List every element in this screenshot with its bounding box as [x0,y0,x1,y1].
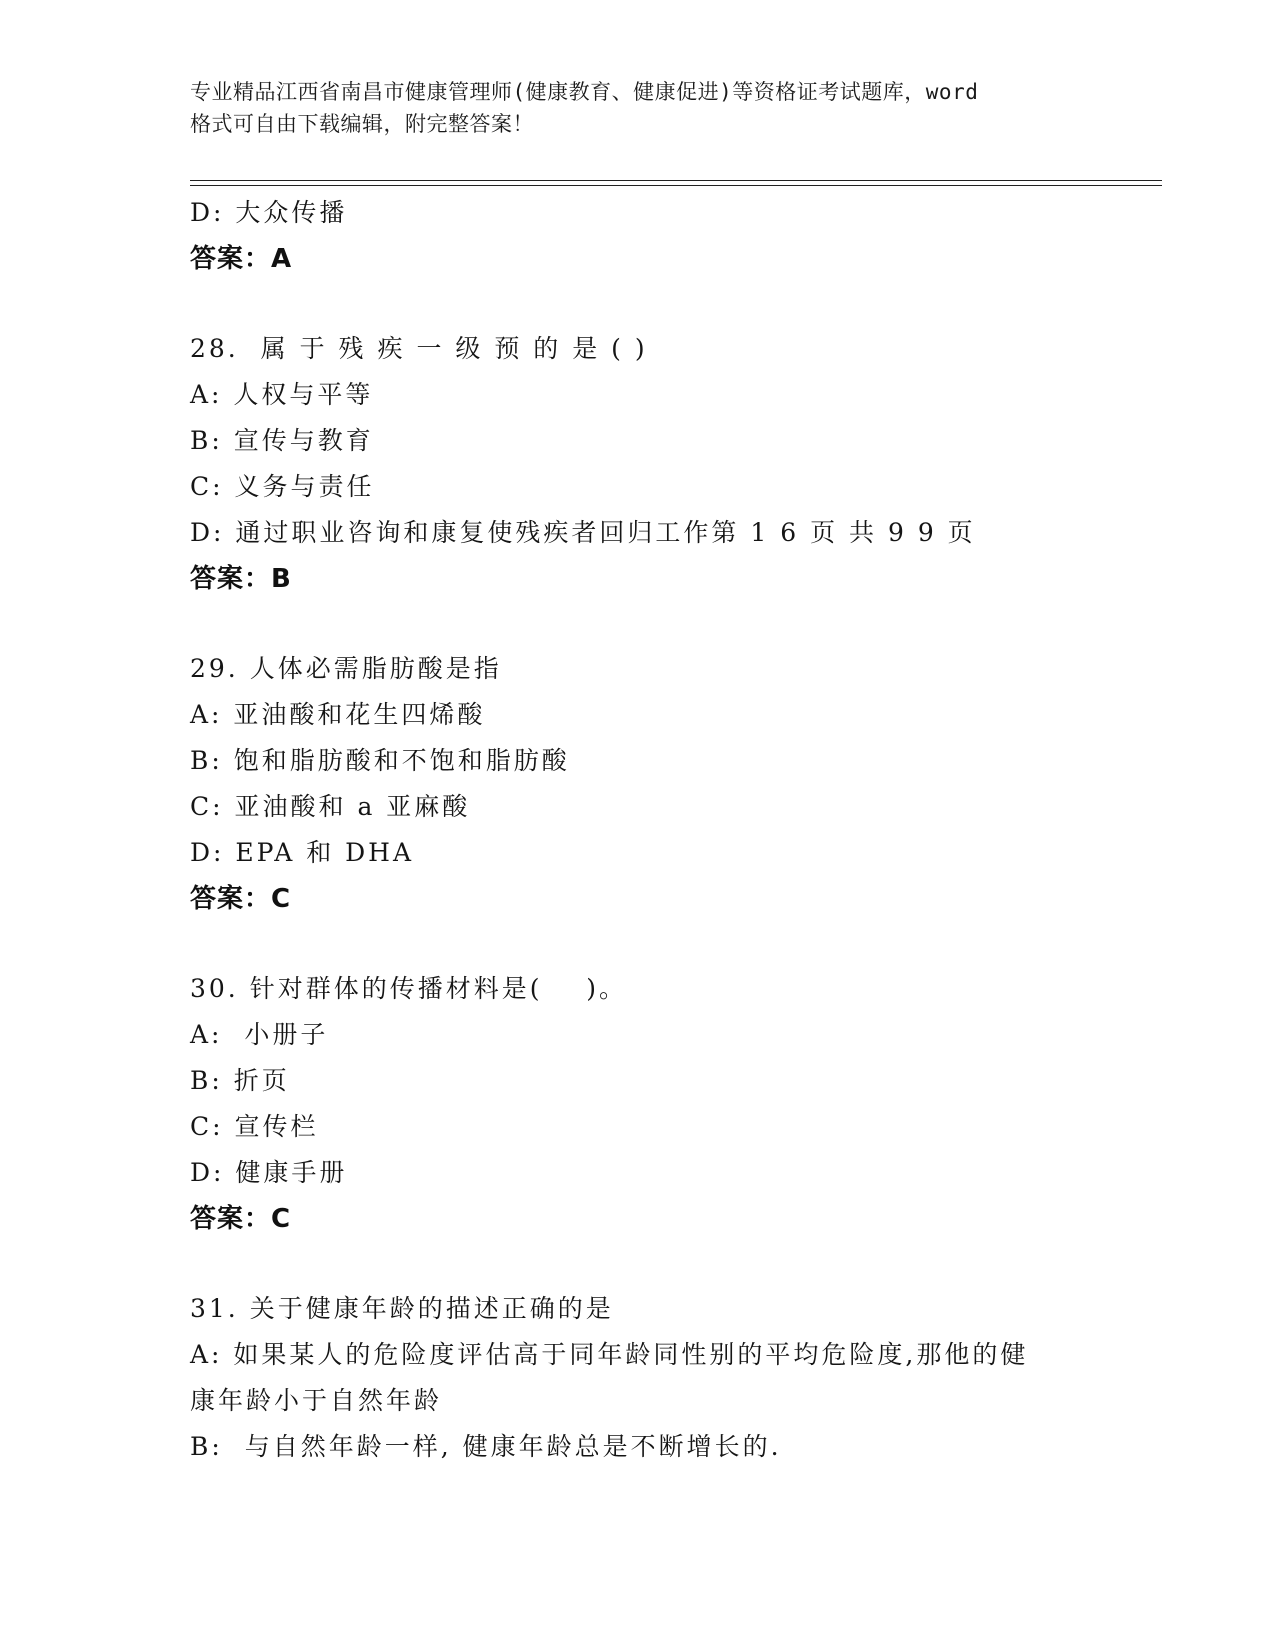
header-rule-top [190,180,1162,181]
option-b: B: 与自然年龄一样, 健康年龄总是不断增长的. [190,1432,782,1461]
option-a: A: 亚油酸和花生四烯酸 [190,700,486,729]
header-line-2: 格式可自由下载编辑，附完整答案！ [190,112,534,136]
question-stem: 29. 人体必需脂肪酸是指 [190,654,502,683]
question-29 [190,646,1150,922]
answer-line: 答案：B [190,564,292,594]
answer-line: 答案：A [190,244,293,274]
option-a-continued: 康年龄小于自然年龄 [190,1386,443,1415]
header-rule-bottom [190,185,1162,186]
option-a: A: 如果某人的危险度评估高于同年龄同性别的平均危险度,那他的健 [190,1340,1029,1369]
question-31 [190,1286,1150,1470]
header-line-1: 专业精品江西省南昌市健康管理师(健康教育、健康促进)等资格证考试题库，word [190,80,979,104]
option-d: D: 健康手册 [190,1158,348,1187]
option-b: B: 折页 [190,1066,290,1095]
option-b: B: 宣传与教育 [190,426,374,455]
page-header [190,76,1090,140]
answer-line: 答案：C [190,884,292,914]
question-stem: 30. 针对群体的传播材料是( )。 [190,974,628,1003]
option-c: C: 亚油酸和 a 亚麻酸 [190,792,471,821]
document-body [190,190,1150,1470]
option-d: D: 大众传播 [190,198,348,227]
question-stem: 28. 属 于 残 疾 一 级 预 的 是 ( ) [190,334,648,363]
previous-question-tail [190,190,1150,282]
option-d: D: 通过职业咨询和康复使残疾者回归工作第 1 6 页 共 9 9 页 [190,518,976,547]
option-a: A: 小册子 [190,1020,329,1049]
question-28 [190,326,1150,602]
option-c: C: 宣传栏 [190,1112,319,1141]
question-30 [190,966,1150,1242]
option-b: B: 饱和脂肪酸和不饱和脂肪酸 [190,746,570,775]
answer-line: 答案：C [190,1204,292,1234]
option-a: A: 人权与平等 [190,380,374,409]
option-d: D: EPA 和 DHA [190,838,415,867]
question-stem: 31. 关于健康年龄的描述正确的是 [190,1294,614,1323]
option-c: C: 义务与责任 [190,472,375,501]
